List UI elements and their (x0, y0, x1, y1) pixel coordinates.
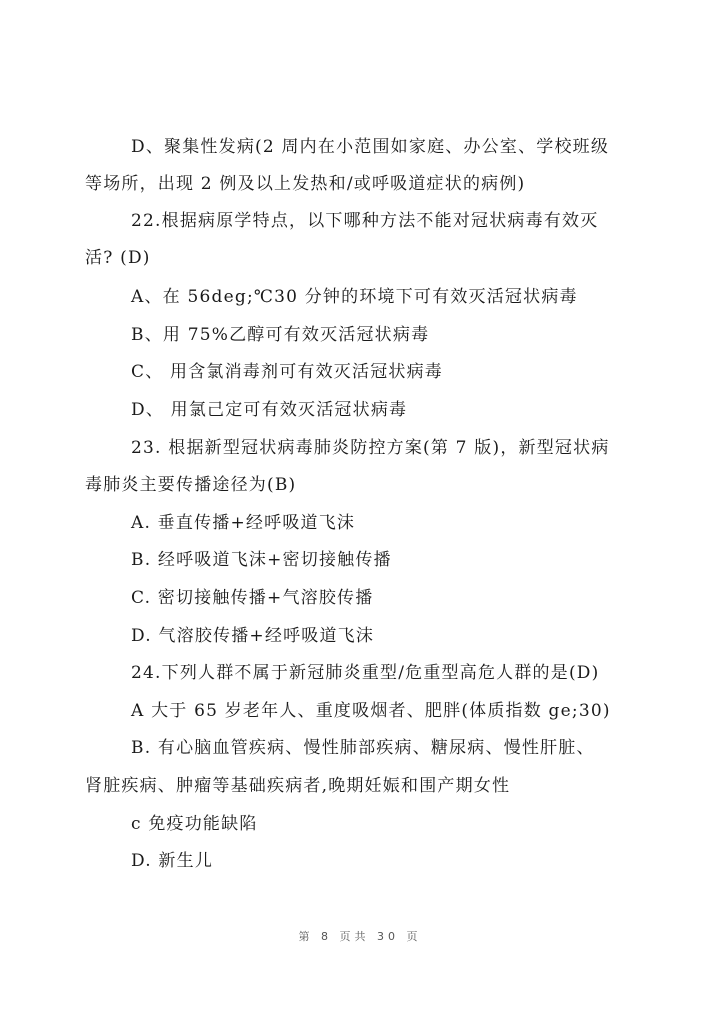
text-line: D. 新生儿 (131, 851, 214, 871)
text-line: 肾脏疾病、肿瘤等基础疾病者,晚期妊娠和围产期女性 (85, 776, 511, 796)
text-line: D、聚集性发病(2 周内在小范围如家庭、办公室、学校班级 (131, 137, 610, 157)
text-line: D. 气溶胶传播+经呼吸道飞沫 (131, 626, 375, 646)
text-line: 24.下列人群不属于新冠肺炎重型/危重型高危人群的是(D) (131, 663, 600, 683)
text-line: 22.根据病原学特点，以下哪种方法不能对冠状病毒有效灭 (131, 211, 599, 231)
text-line: 活? (D) (85, 248, 151, 268)
text-line: A、在 56deg;℃30 分钟的环境下可有效灭活冠状病毒 (131, 287, 578, 307)
text-line: 23. 根据新型冠状病毒肺炎防控方案(第 7 版)，新型冠状病 (131, 438, 610, 458)
text-line: B. 经呼吸道飞沫+密切接触传播 (131, 550, 392, 570)
text-line: C、 用含氯消毒剂可有效灭活冠状病毒 (131, 362, 444, 382)
text-line: A 大于 65 岁老年人、重度吸烟者、肥胖(体质指数 ge;30) (131, 701, 611, 721)
text-line: 毒肺炎主要传播途径为(B) (85, 475, 297, 495)
text-line: D、 用氯己定可有效灭活冠状病毒 (131, 400, 408, 420)
text-line: 等场所，出现 2 例及以上发热和/或呼吸道症状的病例) (85, 174, 526, 194)
text-line: c 免疫功能缺陷 (131, 814, 258, 834)
page-number-footer: 第 8 页共 30 页 (298, 930, 422, 943)
text-line: B. 有心脑血管疾病、慢性肺部疾病、糖尿病、慢性肝脏、 (131, 738, 595, 758)
text-line: B、用 75%乙醇可有效灭活冠状病毒 (131, 325, 430, 345)
text-line: C. 密切接触传播+气溶胶传播 (131, 588, 374, 608)
text-line: A. 垂直传播+经呼吸道飞沫 (131, 513, 356, 533)
